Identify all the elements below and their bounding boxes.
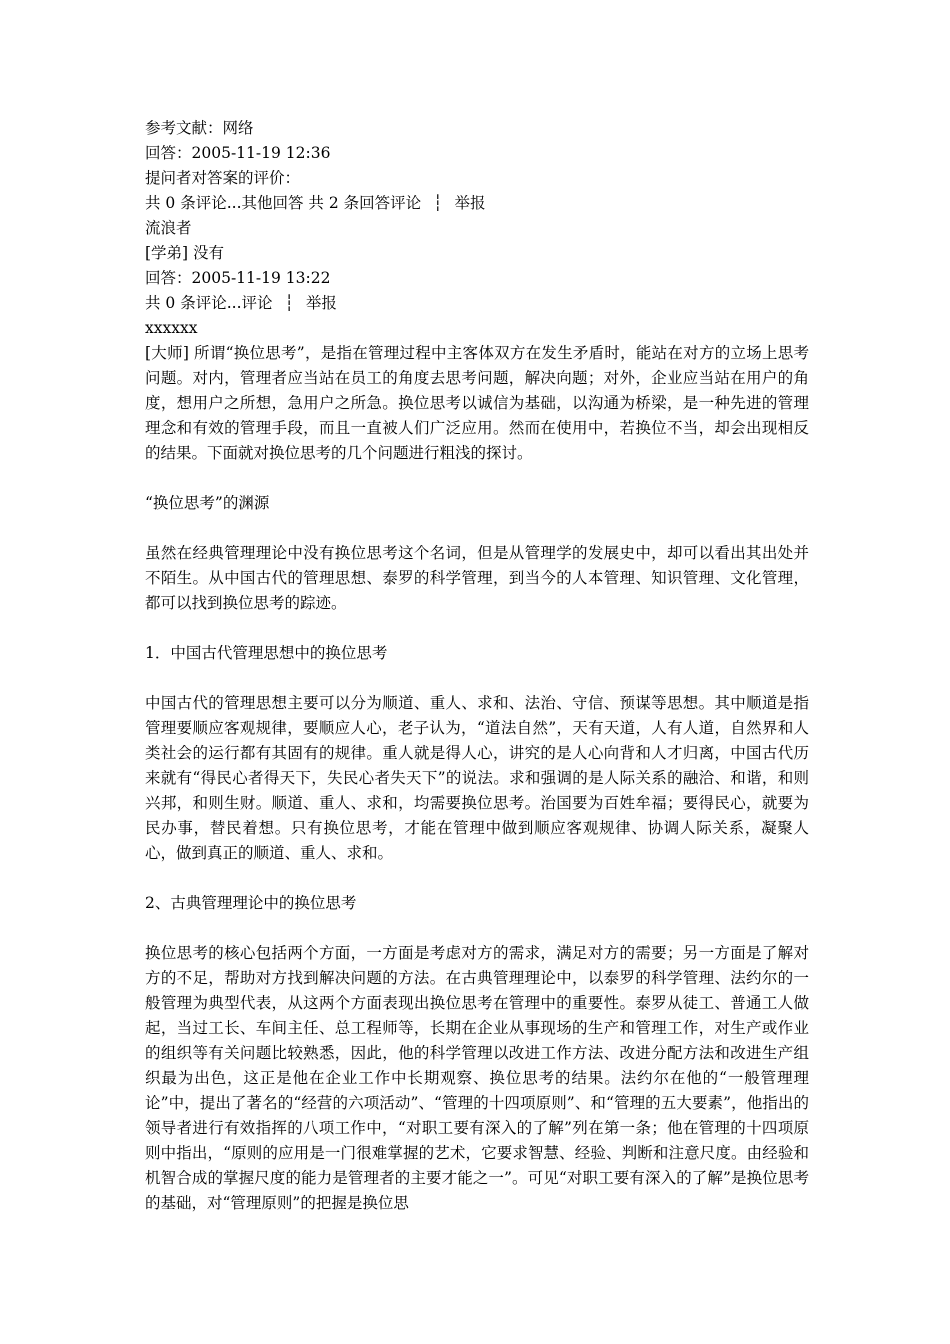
- evaluation-label: 提问者对答案的评价：: [145, 169, 301, 187]
- user-name: xxxxxx: [145, 319, 198, 337]
- spacer: [145, 466, 809, 491]
- answer-time: 回答：2005-11-19 12:36: [145, 144, 331, 162]
- section-1-paragraph: 中国古代的管理思想主要可以分为顺道、重人、求和、法治、守信、预谋等思想。其中顺道是指管理要顺应客观规律，要顺应人心，老子认为，“道法自然”，天有天道，人有人道，自然界和人类社会的运行都有其固有的规律。重人就是得人心，讲究的是人心向背和人才归离，中国古代历来就有“得民心者得天下，失民心者失天下”的说法。求和强调的是人际关系的融洽、和谐，和则兴邦，和则生财。顺道、重人、求和，均需要换位思考。治国要为百姓牟福；要得民心，就要为民办事，替民着想。只有换位思考，才能在管理中做到顺应客观规律、协调人际关系，凝聚人心，做到真正的顺道、重人、求和。: [145, 694, 809, 862]
- spacer: [145, 916, 809, 941]
- spacer: [145, 666, 809, 691]
- reference-line: 参考文献：网络: [145, 119, 254, 137]
- comments-row: [145, 291, 809, 316]
- user-name: 流浪者: [145, 219, 192, 237]
- comments-link[interactable]: 共 0 条评论...评论: [145, 294, 273, 312]
- section-heading: 1．中国古代管理思想中的换位思考: [145, 644, 388, 662]
- section-heading: “换位思考”的渊源: [145, 494, 270, 512]
- comments-row: [145, 191, 809, 216]
- separator: ┆: [284, 294, 294, 312]
- report-link[interactable]: 举报: [305, 294, 337, 312]
- spacer: [145, 616, 809, 641]
- section-heading: 2、古典管理理论中的换位思考: [145, 894, 357, 912]
- comments-link[interactable]: 共 0 条评论...其他回答 共 2 条回答评论: [145, 194, 422, 212]
- separator: ┆: [433, 194, 443, 212]
- user-title-line: [学弟] 没有: [145, 244, 225, 262]
- intro-paragraph: [大师] 所谓“换位思考”，是指在管理过程中主客体双方在发生矛盾时，能站在对方的立场上思考问题。对内，管理者应当站在员工的角度去思考问题，解决向题；对外，企业应当站在用户的角度，想用户之所想，急用户之所急。换位思考以诚信为基础，以沟通为桥梁，是一种先进的管理理念和有效的管理手段，而且一直被人们广泛应用。然而在使用中，若换位不当，却会出现相反的结果。下面就对换位思考的几个问题进行粗浅的探讨。: [145, 344, 809, 462]
- origin-paragraph: 虽然在经典管理理论中没有换位思考这个名词，但是从管理学的发展史中，却可以看出其出处并不陌生。从中国古代的管理思想、泰罗的科学管理，到当今的人本管理、知识管理、文化管理，都可以找到换位思考的踪迹。: [145, 544, 809, 612]
- report-link[interactable]: 举报: [454, 194, 486, 212]
- document-content: [145, 116, 809, 1216]
- section-2-paragraph: 换位思考的核心包括两个方面，一方面是考虑对方的需求，满足对方的需要；另一方面是了解对方的不足，帮助对方找到解决问题的方法。在古典管理理论中，以泰罗的科学管理、法约尔的一般管理为典型代表，从这两个方面表现出换位思考在管理中的重要性。泰罗从徒工、普通工人做起，当过工长、车间主任、总工程师等，长期在企业从事现场的生产和管理工作，对生产或作业的组织等有关问题比较熟悉，因此，他的科学管理以改进工作方法、改进分配方法和改进生产组织最为出色，这正是他在企业工作中长期观察、换位思考的结果。法约尔在他的“一般管理理论”中，提出了著名的“经营的六项活动”、“管理的十四项原则”、和“管理的五大要素”，他指出的领导者进行有效指挥的八项工作中，“对职工要有深入的了解”列在第一条；他在管理的十四项原则中指出，“原则的应用是一门很难掌握的艺术，它要求智慧、经验、判断和注意尺度。由经验和机智合成的掌握尺度的能力是管理者的主要才能之一”。可见“对职工要有深入的了解”是换位思考的基础，对“管理原则”的把握是换位思: [145, 944, 809, 1212]
- spacer: [145, 516, 809, 541]
- answer-time: 回答：2005-11-19 13:22: [145, 269, 331, 287]
- spacer: [145, 866, 809, 891]
